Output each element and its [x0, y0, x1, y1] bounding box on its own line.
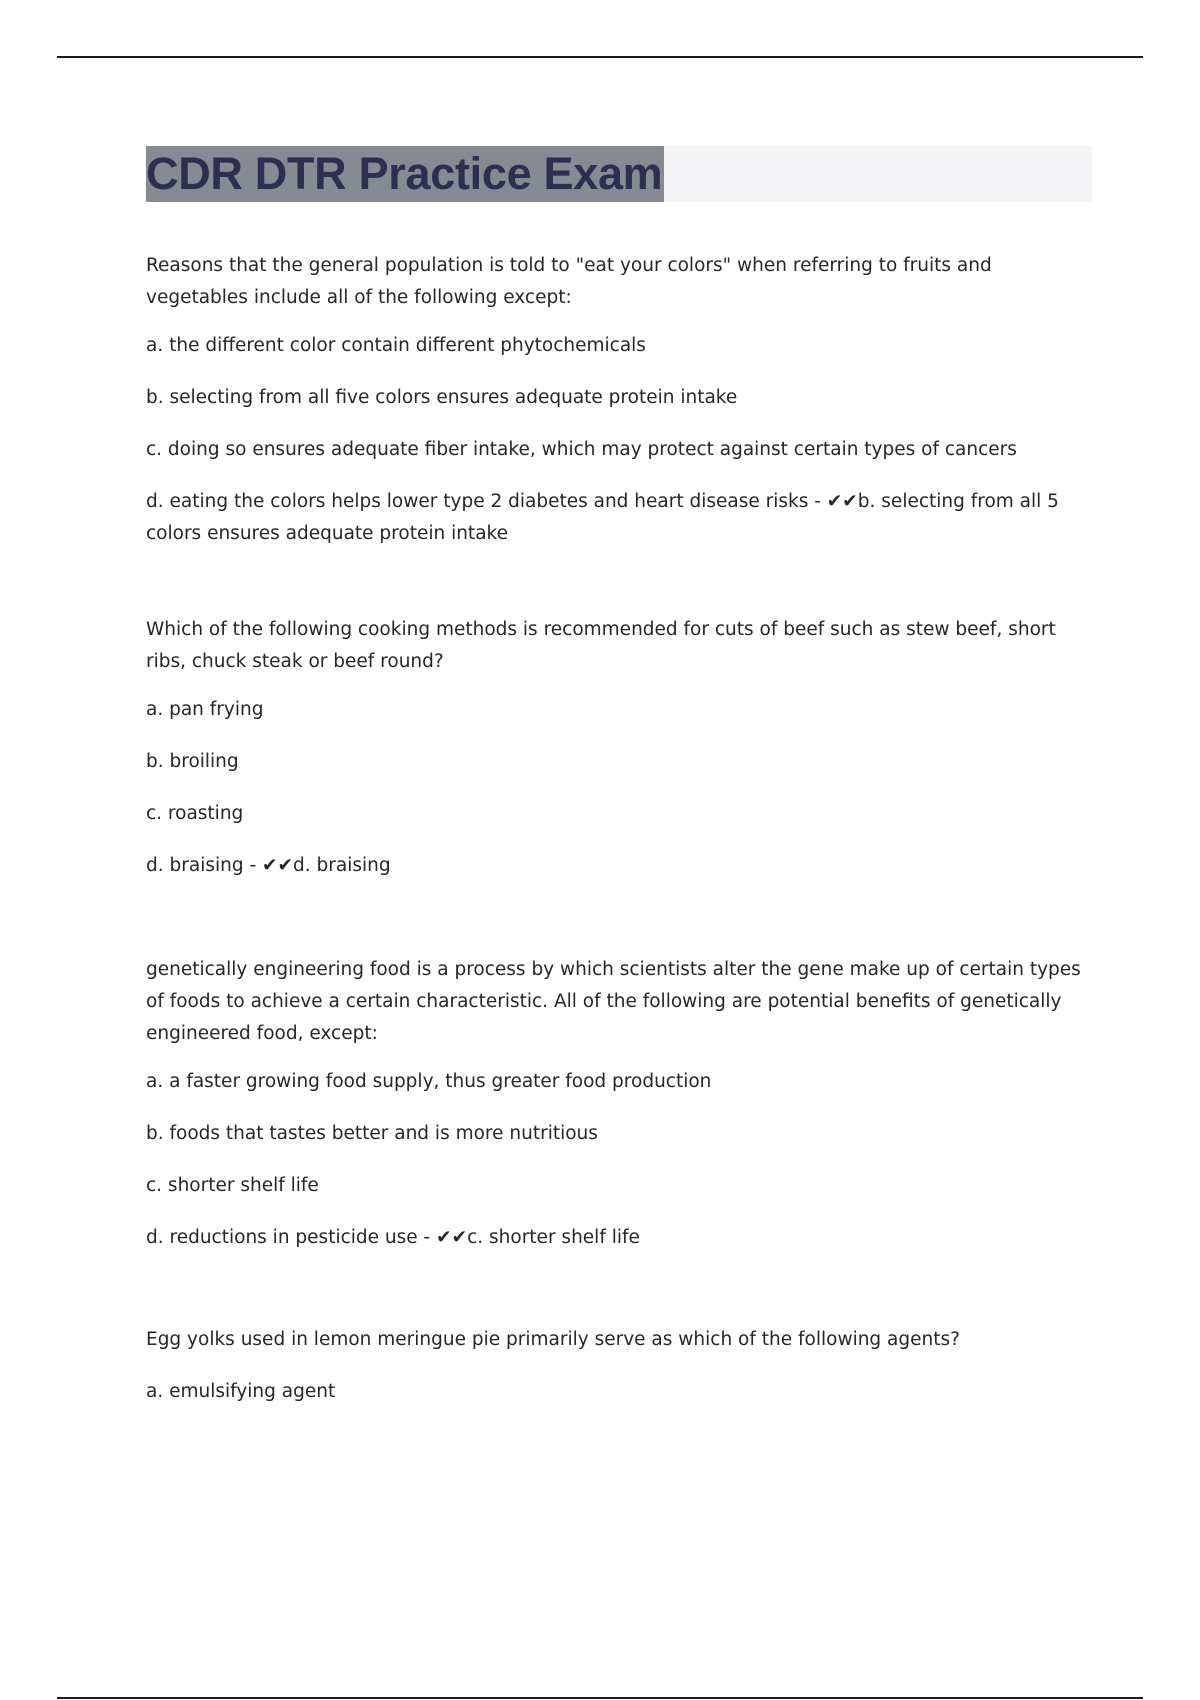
question-text: Egg yolks used in lemon meringue pie primarily serve as which of the following agents?	[146, 1329, 960, 1350]
answer-option: b. selecting from all five colors ensures adequate protein intake	[146, 387, 738, 408]
answer-option: d. eating the colors helps lower type 2 diabetes and heart disease risks - ✔✔b. selecting from all 5 colors ensures adequate protein intake	[146, 491, 1059, 544]
answer-option: b. foods that tastes better and is more nutritious	[146, 1123, 598, 1144]
answer-option: c. doing so ensures adequate fiber intake, which may protect against certain types of cancers	[146, 439, 1017, 460]
answer-option: b. broiling	[146, 751, 239, 772]
answer-option: a. emulsifying agent	[146, 1381, 336, 1402]
exam-content	[146, 250, 1086, 1476]
question-text: genetically engineering food is a process by which scientists alter the gene make up of certain types of foods to achieve a certain characteristic. All of the following are potential benefits of genetically engineered food, except:	[146, 959, 1081, 1044]
answer-option: a. a faster growing food supply, thus greater food production	[146, 1071, 712, 1092]
page-title: CDR DTR Practice Exam	[146, 146, 664, 202]
question-text: Which of the following cooking methods is recommended for cuts of beef such as stew beef, short ribs, chuck steak or beef round?	[146, 619, 1056, 672]
answer-option: a. the different color contain different phytochemicals	[146, 335, 646, 356]
question-text: Reasons that the general population is told to "eat your colors" when referring to fruits and vegetables include all of the following except:	[146, 255, 992, 308]
question-block	[146, 954, 1086, 1254]
question-block	[146, 1324, 1086, 1408]
answer-option: d. braising - ✔✔d. braising	[146, 855, 391, 876]
answer-option: d. reductions in pesticide use - ✔✔c. shorter shelf life	[146, 1227, 640, 1248]
answer-option: a. pan frying	[146, 699, 264, 720]
answer-option: c. roasting	[146, 803, 244, 824]
footer-rule	[57, 1697, 1143, 1699]
answer-option: c. shorter shelf life	[146, 1175, 319, 1196]
header-rule	[57, 56, 1143, 58]
question-block	[146, 250, 1086, 550]
question-block	[146, 614, 1086, 882]
